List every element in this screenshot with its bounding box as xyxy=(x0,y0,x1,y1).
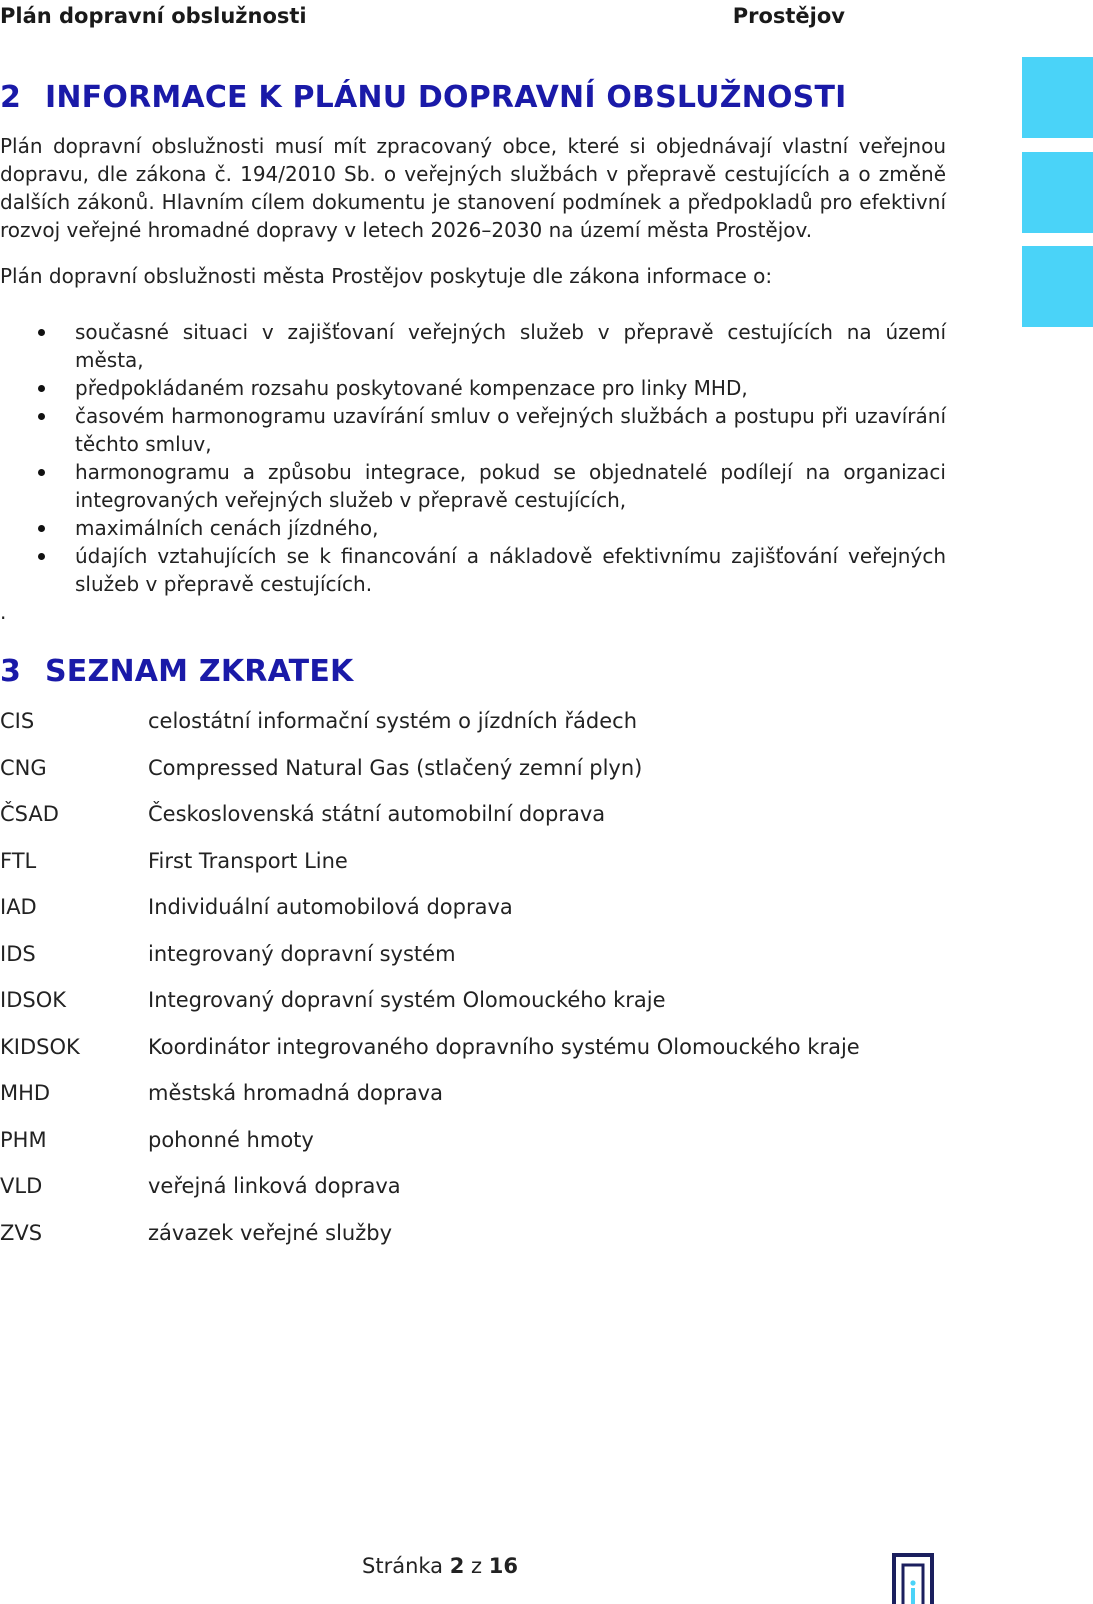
bullet-icon xyxy=(38,413,45,420)
side-tab-decoration xyxy=(1022,57,1093,138)
paragraph-lead: Plán dopravní obslužnosti města Prostějov poskytuje dle zákona informace o: xyxy=(0,264,773,288)
abbreviation-definition: pohonné hmoty xyxy=(148,1127,314,1152)
list-item-text: harmonogramu a způsobu integrace, pokud se objednatelé podílejí na organizaci integrovaných veřejných služeb v přepravě cestujících, xyxy=(75,460,946,512)
abbreviation-definition: městská hromadná doprava xyxy=(148,1081,443,1105)
page-label: Stránka xyxy=(362,1554,444,1578)
list-item xyxy=(0,458,946,514)
list-item-text: předpokládaném rozsahu poskytované kompenzace pro linky MHD, xyxy=(75,376,748,400)
bullet-icon xyxy=(38,385,45,392)
section-title: INFORMACE K PLÁNU DOPRAVNÍ OBSLUŽNOSTI xyxy=(45,80,847,115)
stray-period: . xyxy=(0,600,7,624)
list-item xyxy=(0,402,946,458)
abbreviation: VLD xyxy=(0,1174,43,1198)
page-total: 16 xyxy=(488,1554,518,1578)
abbreviation: PHM xyxy=(0,1127,47,1152)
abbreviation-definition: celostátní informační systém o jízdních řádech xyxy=(148,709,638,733)
paragraph-intro: Plán dopravní obslužnosti musí mít zpracovaný obce, které si objednávají vlastní veřejnou dopravu, dle zákona č. 194/2010 Sb. o veřejných službách v přepravě cestujících a o změně dalších zákonů. Hlavním cílem dokumentu je stanovení podmínek a předpokladů pro efektivní rozvoj veřejné hromadné dopravy v letech 2026–2030 na území města Prostějov. xyxy=(0,134,946,242)
section-number: 2 xyxy=(0,80,22,115)
bullet-icon xyxy=(38,329,45,336)
abbreviation-row xyxy=(0,1218,946,1265)
page-footer xyxy=(0,1554,880,1578)
abbreviation-definition: Integrovaný dopravní systém Olomouckého kraje xyxy=(148,988,666,1012)
abbreviation-row xyxy=(0,799,946,846)
section-heading-3 xyxy=(0,650,946,694)
header-city: Prostějov xyxy=(732,4,845,28)
abbreviation: CNG xyxy=(0,755,47,780)
side-tab-decoration xyxy=(1022,152,1093,233)
section-number: 3 xyxy=(0,654,22,689)
abbreviation-row xyxy=(0,1125,946,1172)
section-heading-2 xyxy=(0,76,946,120)
abbreviation-definition: First Transport Line xyxy=(148,848,348,873)
page-of-label: z xyxy=(471,1554,483,1578)
abbreviation: ZVS xyxy=(0,1220,43,1245)
list-item xyxy=(0,318,946,374)
list-item xyxy=(0,374,946,402)
abbreviation-definition: Československá státní automobilní doprava xyxy=(148,802,606,826)
company-logo-icon xyxy=(892,1553,934,1604)
abbreviation: MHD xyxy=(0,1081,51,1105)
page-header xyxy=(0,0,845,34)
abbreviation: FTL xyxy=(0,848,37,873)
abbreviation-row xyxy=(0,892,946,939)
abbreviation-row xyxy=(0,939,946,986)
abbreviation-definition: Compressed Natural Gas (stlačený zemní plyn) xyxy=(148,755,643,780)
abbreviation-row xyxy=(0,1032,946,1079)
side-tab-decoration xyxy=(1022,246,1093,327)
abbreviation-definition: integrovaný dopravní systém xyxy=(148,941,456,966)
abbreviation-row xyxy=(0,846,946,893)
abbreviation-row xyxy=(0,706,946,753)
list-item xyxy=(0,542,946,598)
bullet-list xyxy=(0,318,946,598)
abbreviation-definition: Individuální automobilová doprava xyxy=(148,895,513,919)
list-item-text: současné situaci v zajišťovaní veřejných služeb v přepravě cestujících na území města, xyxy=(75,320,946,372)
abbreviation: IDS xyxy=(0,941,36,966)
section-title: SEZNAM ZKRATEK xyxy=(45,654,354,689)
page-content xyxy=(0,76,946,1264)
abbreviation-definition: Koordinátor integrovaného dopravního systému Olomouckého kraje xyxy=(148,1034,860,1059)
bullet-icon xyxy=(38,525,45,532)
abbreviation-row xyxy=(0,1078,946,1125)
abbreviation-list xyxy=(0,706,946,1264)
abbreviation-definition: veřejná linková doprava xyxy=(148,1174,401,1198)
abbreviation: IDSOK xyxy=(0,988,66,1012)
list-item-text: maximálních cenách jízdného, xyxy=(75,516,379,540)
abbreviation-definition: závazek veřejné služby xyxy=(148,1220,393,1245)
abbreviation: KIDSOK xyxy=(0,1034,80,1059)
abbreviation-row xyxy=(0,1171,946,1218)
page-current: 2 xyxy=(449,1554,465,1578)
list-item-text: údajích vztahujících se k financování a nákladově efektivnímu zajišťování veřejných služeb v přepravě cestujících. xyxy=(75,544,946,596)
abbreviation: ČSAD xyxy=(0,802,59,826)
list-item-text: časovém harmonogramu uzavírání smluv o veřejných službách a postupu při uzavírání těchto smluv, xyxy=(75,404,946,456)
bullet-icon xyxy=(38,553,45,560)
abbreviation-row xyxy=(0,985,946,1032)
abbreviation-row xyxy=(0,753,946,800)
header-document-title: Plán dopravní obslužnosti xyxy=(0,4,307,28)
bullet-icon xyxy=(38,469,45,476)
abbreviation: CIS xyxy=(0,709,35,733)
list-item xyxy=(0,514,946,542)
abbreviation: IAD xyxy=(0,895,37,919)
